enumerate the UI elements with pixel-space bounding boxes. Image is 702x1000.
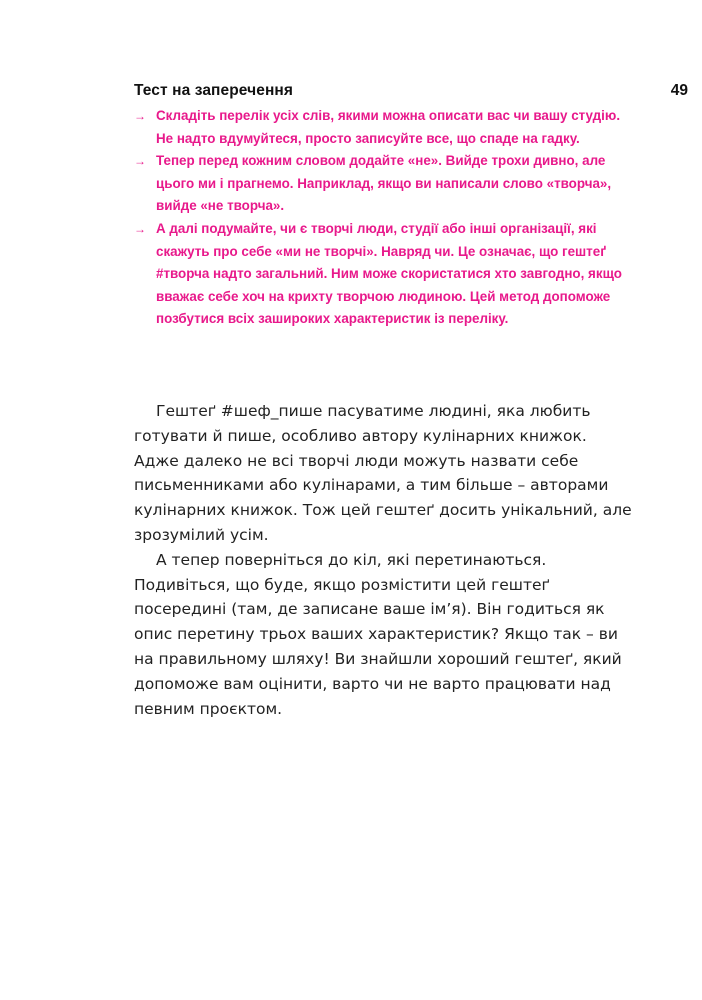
body-paragraph: А тепер поверніться до кіл, які перетинаються. Подивіться, що буде, якщо розмістити цей гештеґ посередині (там, де записане ваше ім’я). Він годиться як опис перетину трьох ваших характеристик? Якщо так – ви на правильному шляху! Ви знайшли хороший гештеґ, який допоможе вам оцінити, варто чи не варто працювати над певним проєктом. — [134, 550, 622, 718]
body-paragraph: Гештеґ #шеф_пише пасуватиме людині, яка любить готувати й пише, особливо автору кулінарних книжок. Адже далеко не всі творчі люди можуть назвати себе письменниками або кулінарами, а тим більше – авторами кулінарних книжок. Тож цей гештеґ досить унікальний, але зрозумілий усім. — [134, 402, 632, 544]
exercise-step — [134, 150, 634, 218]
exercise-step-text: Складіть перелік усіх слів, якими можна описати вас чи вашу студію. Не надто вдумуйтеся, просто записуйте все, що спаде на гадку. — [156, 108, 621, 146]
exercise-step-text: Тепер перед кожним словом додайте «не». Вийде трохи дивно, але цього ми і прагнемо. Наприклад, якщо ви написали слово «творча», вийде «не творча». — [156, 153, 612, 214]
exercise-steps-list — [134, 105, 634, 331]
arrow-right-icon: → — [134, 221, 146, 236]
exercise-step — [134, 105, 634, 150]
body-text — [134, 399, 634, 721]
exercise-step-text: А далі подумайте, чи є творчі люди, студії або інші організації, які скажуть про себе «ми не творчі». Навряд чи. Це означає, що гештеґ #творча надто загальний. Ним може скористатися хто завгодно, якщо вважає себе хоч на крихту творчою людиною. Цей метод допоможе позбутися всіх зашироких характеристик із переліку. — [156, 220, 622, 327]
exercise-step — [134, 218, 634, 331]
page-number: 49 — [670, 82, 688, 99]
arrow-right-icon: → — [134, 109, 146, 123]
section-title: Тест на заперечення — [134, 82, 294, 99]
arrow-right-icon: → — [134, 154, 146, 169]
